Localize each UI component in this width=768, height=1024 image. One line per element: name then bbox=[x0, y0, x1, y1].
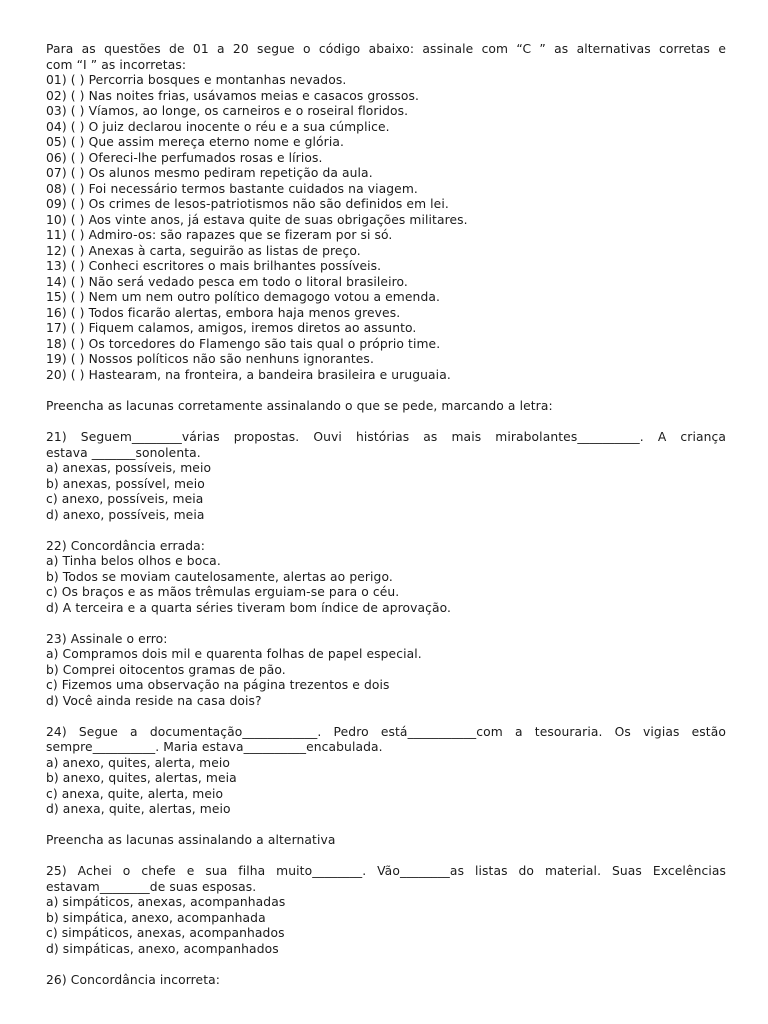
item-line: 09) ( ) Os crimes de lesos-patriotismos não são definidos em lei. bbox=[46, 197, 449, 211]
item-line: 13) ( ) Conheci escritores o mais brilhantes possíveis. bbox=[46, 259, 382, 273]
answer-option: c) anexa, quite, alerta, meio bbox=[46, 786, 224, 801]
answer-option: b) anexas, possível, meio bbox=[46, 476, 205, 491]
item-line: 12) ( ) Anexas à carta, seguirão as listas de preço. bbox=[46, 243, 361, 258]
answer-option: d) anexo, possíveis, meia bbox=[46, 507, 205, 522]
answer-option: a) anexas, possíveis, meio bbox=[46, 461, 212, 475]
item-line: 08) ( ) Foi necessário termos bastante cuidados na viagem. bbox=[46, 181, 418, 196]
item-line: 01) ( ) Percorria bosques e montanhas nevados. bbox=[46, 73, 347, 87]
item-line: 17) ( ) Fiquem calamos, amigos, iremos diretos ao assunto. bbox=[46, 321, 417, 335]
answer-option: a) Compramos dois mil e quarenta folhas de papel especial. bbox=[46, 647, 422, 661]
answer-option: c) Fizemos uma observação na página trezentos e dois bbox=[46, 678, 390, 692]
item-line: 02) ( ) Nas noites frias, usávamos meias e casacos grossos. bbox=[46, 88, 419, 103]
item-line: 10) ( ) Aos vinte anos, já estava quite de suas obrigações militares. bbox=[46, 212, 468, 227]
item-line: 11) ( ) Admiro-os: são rapazes que se fizeram por si só. bbox=[46, 228, 393, 242]
answer-option: a) Tinha belos olhos e boca. bbox=[46, 554, 221, 568]
answer-option: a) simpáticos, anexas, acompanhadas bbox=[46, 895, 286, 909]
item-line: 14) ( ) Não será vedado pesca em todo o litoral brasileiro. bbox=[46, 274, 408, 289]
answer-option: d) anexa, quite, alertas, meio bbox=[46, 802, 231, 816]
item-line: 15) ( ) Nem um nem outro político demagogo votou a emenda. bbox=[46, 290, 440, 304]
question-stem: 22) Concordância errada: bbox=[46, 538, 206, 553]
answer-option: d) Você ainda reside na casa dois? bbox=[46, 693, 262, 708]
answer-option: d) simpáticas, anexo, acompanhados bbox=[46, 941, 279, 956]
question-stem: 25) Achei o chefe e sua filha muito________. Vão________as listas do material. Suas Excelências bbox=[46, 864, 726, 878]
question-stem: 21) Seguem________várias propostas. Ouvi histórias as mais mirabolantes__________. A criança bbox=[46, 430, 726, 444]
answer-option: b) simpática, anexo, acompanhada bbox=[46, 910, 266, 925]
question-stem: 24) Segue a documentação____________. Pedro está___________com a tesouraria. Os vigias estão bbox=[46, 724, 726, 739]
item-line: 04) ( ) O juiz declarou inocente o réu e a sua cúmplice. bbox=[46, 119, 390, 134]
item-line: 05) ( ) Que assim mereça eterno nome e glória. bbox=[46, 135, 344, 149]
item-line: 06) ( ) Ofereci-lhe perfumados rosas e lírios. bbox=[46, 150, 323, 165]
item-line: 20) ( ) Hastearam, na fronteira, a bandeira brasileira e uruguaia. bbox=[46, 367, 451, 382]
item-line: 19) ( ) Nossos políticos não são nenhuns ignorantes. bbox=[46, 352, 374, 366]
question-stem: sempre__________. Maria estava__________encabulada. bbox=[46, 740, 383, 754]
question-stem: 26) Concordância incorreta: bbox=[46, 972, 221, 987]
answer-option: b) Todos se moviam cautelosamente, alertas ao perigo. bbox=[46, 569, 393, 584]
answer-option: c) Os braços e as mãos trêmulas erguiam-se para o céu. bbox=[46, 585, 400, 599]
section-instruction: Preencha as lacunas corretamente assinalando o que se pede, marcando a letra: bbox=[46, 399, 553, 413]
question-stem: estava _______sonolenta. bbox=[46, 445, 201, 460]
question-stem: 23) Assinale o erro: bbox=[46, 631, 168, 646]
answer-option: c) simpáticos, anexas, acompanhados bbox=[46, 926, 285, 940]
answer-option: a) anexo, quites, alerta, meio bbox=[46, 755, 231, 770]
section-instruction: Preencha as lacunas assinalando a alternativa bbox=[46, 833, 336, 847]
item-line: 03) ( ) Víamos, ao longe, os carneiros e o roseiral floridos. bbox=[46, 104, 409, 118]
intro-line: Para as questões de 01 a 20 segue o código abaixo: assinale com “C ” as alternativas corretas e bbox=[46, 42, 726, 56]
answer-option: b) anexo, quites, alertas, meia bbox=[46, 771, 237, 785]
item-line: 16) ( ) Todos ficarão alertas, embora haja menos greves. bbox=[46, 305, 401, 320]
answer-option: d) A terceira e a quarta séries tiveram bom índice de aprovação. bbox=[46, 600, 452, 615]
item-line: 18) ( ) Os torcedores do Flamengo são tais qual o próprio time. bbox=[46, 336, 441, 351]
intro-line: com “I ” as incorretas: bbox=[46, 57, 187, 72]
question-stem: estavam________de suas esposas. bbox=[46, 879, 257, 894]
item-line: 07) ( ) Os alunos mesmo pediram repetição da aula. bbox=[46, 166, 373, 180]
answer-option: b) Comprei oitocentos gramas de pão. bbox=[46, 662, 286, 677]
answer-option: c) anexo, possíveis, meia bbox=[46, 492, 204, 506]
